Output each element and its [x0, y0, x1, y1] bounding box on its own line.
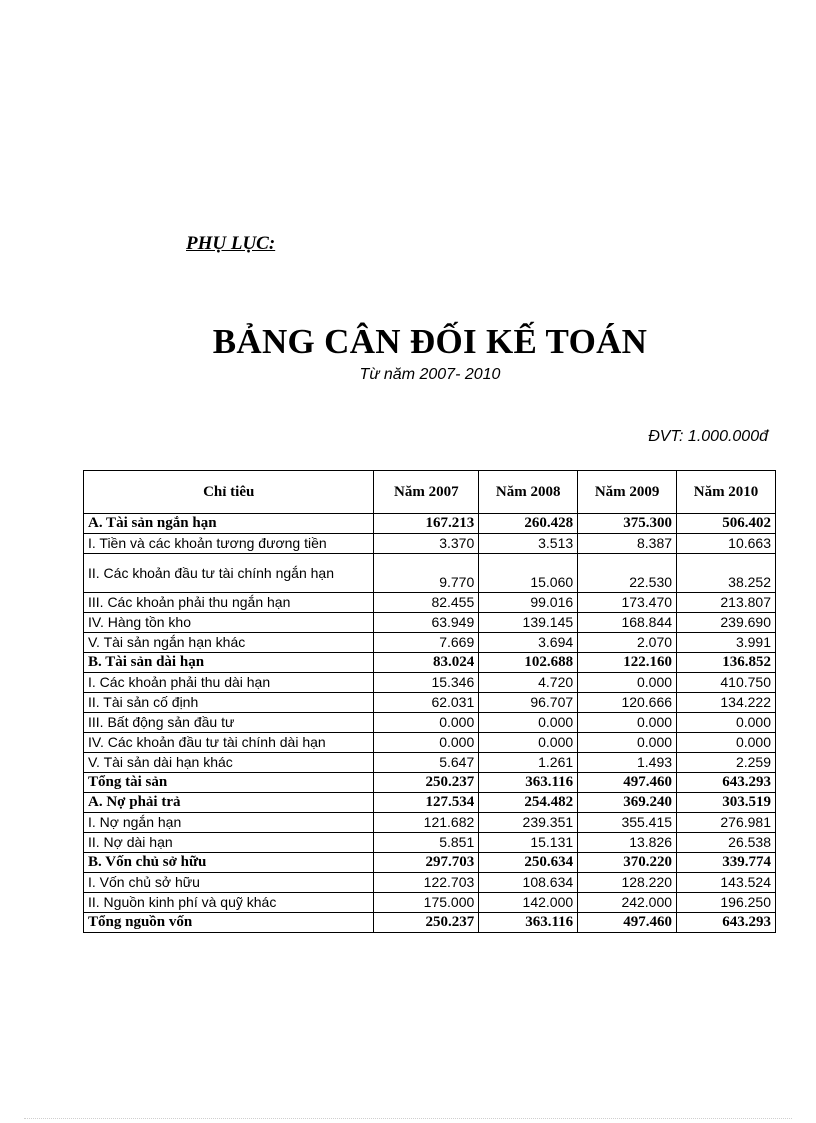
table-row — [84, 813, 776, 833]
value-cell: 303.519 — [677, 793, 776, 813]
value-cell: 38.252 — [677, 554, 776, 593]
value-cell: 260.428 — [479, 514, 578, 534]
value-cell: 13.826 — [578, 833, 677, 853]
row-label: IV. Các khoản đầu tư tài chính dài hạn — [84, 733, 374, 753]
value-cell: 375.300 — [578, 514, 677, 534]
value-cell: 3.370 — [374, 534, 479, 554]
table-row — [84, 773, 776, 793]
value-cell: 363.116 — [479, 913, 578, 933]
value-cell: 0.000 — [677, 733, 776, 753]
balance-sheet-table — [83, 470, 776, 933]
value-cell: 254.482 — [479, 793, 578, 813]
row-label: V. Tài sản ngắn hạn khác — [84, 633, 374, 653]
row-label: II. Nguồn kinh phí và quỹ khác — [84, 893, 374, 913]
value-cell: 0.000 — [578, 673, 677, 693]
table-row — [84, 853, 776, 873]
value-cell: 196.250 — [677, 893, 776, 913]
appendix-label: PHỤ LỤC: — [186, 233, 276, 254]
value-cell: 0.000 — [578, 733, 677, 753]
value-cell: 8.387 — [578, 534, 677, 554]
table-row — [84, 673, 776, 693]
value-cell: 3.513 — [479, 534, 578, 554]
value-cell: 108.634 — [479, 873, 578, 893]
value-cell: 250.237 — [374, 913, 479, 933]
page-bottom-divider — [24, 1118, 792, 1119]
value-cell: 276.981 — [677, 813, 776, 833]
table-row — [84, 713, 776, 733]
table-row — [84, 514, 776, 534]
value-cell: 26.538 — [677, 833, 776, 853]
value-cell: 250.237 — [374, 773, 479, 793]
value-cell: 363.116 — [479, 773, 578, 793]
value-cell: 15.060 — [479, 554, 578, 593]
value-cell: 167.213 — [374, 514, 479, 534]
page-title: BẢNG CÂN ĐỐI KẾ TOÁN — [212, 322, 648, 361]
value-cell: 0.000 — [374, 733, 479, 753]
value-cell: 0.000 — [374, 713, 479, 733]
table-row — [84, 833, 776, 853]
value-cell: 0.000 — [479, 733, 578, 753]
row-label: A. Tài sản ngắn hạn — [84, 514, 374, 534]
table-row — [84, 613, 776, 633]
value-cell: 5.647 — [374, 753, 479, 773]
value-cell: 242.000 — [578, 893, 677, 913]
row-label: V. Tài sản dài hạn khác — [84, 753, 374, 773]
value-cell: 122.703 — [374, 873, 479, 893]
value-cell: 339.774 — [677, 853, 776, 873]
table-row — [84, 733, 776, 753]
value-cell: 297.703 — [374, 853, 479, 873]
value-cell: 3.694 — [479, 633, 578, 653]
value-cell: 127.534 — [374, 793, 479, 813]
value-cell: 0.000 — [479, 713, 578, 733]
value-cell: 1.261 — [479, 753, 578, 773]
table-body — [84, 514, 776, 933]
table-row — [84, 793, 776, 813]
value-cell: 369.240 — [578, 793, 677, 813]
row-label: III. Bất động sản đầu tư — [84, 713, 374, 733]
value-cell: 370.220 — [578, 853, 677, 873]
value-cell: 15.346 — [374, 673, 479, 693]
row-label: B. Tài sản dài hạn — [84, 653, 374, 673]
value-cell: 120.666 — [578, 693, 677, 713]
value-cell: 10.663 — [677, 534, 776, 554]
row-label: Tổng nguồn vốn — [84, 913, 374, 933]
value-cell: 96.707 — [479, 693, 578, 713]
value-cell: 173.470 — [578, 593, 677, 613]
page-subtitle: Từ năm 2007- 2010 — [359, 366, 501, 383]
value-cell: 506.402 — [677, 514, 776, 534]
value-cell: 122.160 — [578, 653, 677, 673]
table-row — [84, 633, 776, 653]
value-cell: 9.770 — [374, 554, 479, 593]
value-cell: 142.000 — [479, 893, 578, 913]
value-cell: 175.000 — [374, 893, 479, 913]
value-cell: 62.031 — [374, 693, 479, 713]
table-row — [84, 913, 776, 933]
value-cell: 4.720 — [479, 673, 578, 693]
row-label: I. Nợ ngắn hạn — [84, 813, 374, 833]
value-cell: 82.455 — [374, 593, 479, 613]
value-cell: 22.530 — [578, 554, 677, 593]
column-header: Chỉ tiêu — [84, 471, 374, 514]
row-label: I. Các khoản phải thu dài hạn — [84, 673, 374, 693]
table-row — [84, 534, 776, 554]
column-header: Năm 2008 — [479, 471, 578, 514]
value-cell: 99.016 — [479, 593, 578, 613]
value-cell: 139.145 — [479, 613, 578, 633]
table-row — [84, 593, 776, 613]
value-cell: 2.259 — [677, 753, 776, 773]
value-cell: 5.851 — [374, 833, 479, 853]
value-cell: 497.460 — [578, 773, 677, 793]
value-cell: 1.493 — [578, 753, 677, 773]
value-cell: 355.415 — [578, 813, 677, 833]
row-label: I. Vốn chủ sở hữu — [84, 873, 374, 893]
value-cell: 168.844 — [578, 613, 677, 633]
table-row — [84, 554, 776, 593]
value-cell: 3.991 — [677, 633, 776, 653]
table-row — [84, 893, 776, 913]
value-cell: 213.807 — [677, 593, 776, 613]
value-cell: 239.351 — [479, 813, 578, 833]
value-cell: 0.000 — [578, 713, 677, 733]
value-cell: 643.293 — [677, 773, 776, 793]
value-cell: 643.293 — [677, 913, 776, 933]
row-label: IV. Hàng tồn kho — [84, 613, 374, 633]
value-cell: 134.222 — [677, 693, 776, 713]
value-cell: 121.682 — [374, 813, 479, 833]
row-label: II. Tài sản cố định — [84, 693, 374, 713]
value-cell: 128.220 — [578, 873, 677, 893]
value-cell: 410.750 — [677, 673, 776, 693]
row-label: III. Các khoản phải thu ngắn hạn — [84, 593, 374, 613]
table-row — [84, 693, 776, 713]
row-label: II. Các khoản đầu tư tài chính ngắn hạn — [84, 554, 374, 593]
row-label: I. Tiền và các khoản tương đương tiền — [84, 534, 374, 554]
value-cell: 136.852 — [677, 653, 776, 673]
table-row — [84, 653, 776, 673]
value-cell: 7.669 — [374, 633, 479, 653]
column-header: Năm 2010 — [677, 471, 776, 514]
unit-label: ĐVT: 1.000.000đ — [648, 428, 768, 445]
row-label: B. Vốn chủ sở hữu — [84, 853, 374, 873]
column-header: Năm 2007 — [374, 471, 479, 514]
value-cell: 0.000 — [677, 713, 776, 733]
row-label: II. Nợ dài hạn — [84, 833, 374, 853]
value-cell: 102.688 — [479, 653, 578, 673]
value-cell: 15.131 — [479, 833, 578, 853]
value-cell: 2.070 — [578, 633, 677, 653]
row-label: A. Nợ phải trả — [84, 793, 374, 813]
table-row — [84, 753, 776, 773]
table-row — [84, 873, 776, 893]
value-cell: 143.524 — [677, 873, 776, 893]
value-cell: 239.690 — [677, 613, 776, 633]
table-header-row — [84, 471, 776, 514]
value-cell: 63.949 — [374, 613, 479, 633]
row-label: Tổng tài sản — [84, 773, 374, 793]
value-cell: 497.460 — [578, 913, 677, 933]
column-header: Năm 2009 — [578, 471, 677, 514]
value-cell: 250.634 — [479, 853, 578, 873]
value-cell: 83.024 — [374, 653, 479, 673]
